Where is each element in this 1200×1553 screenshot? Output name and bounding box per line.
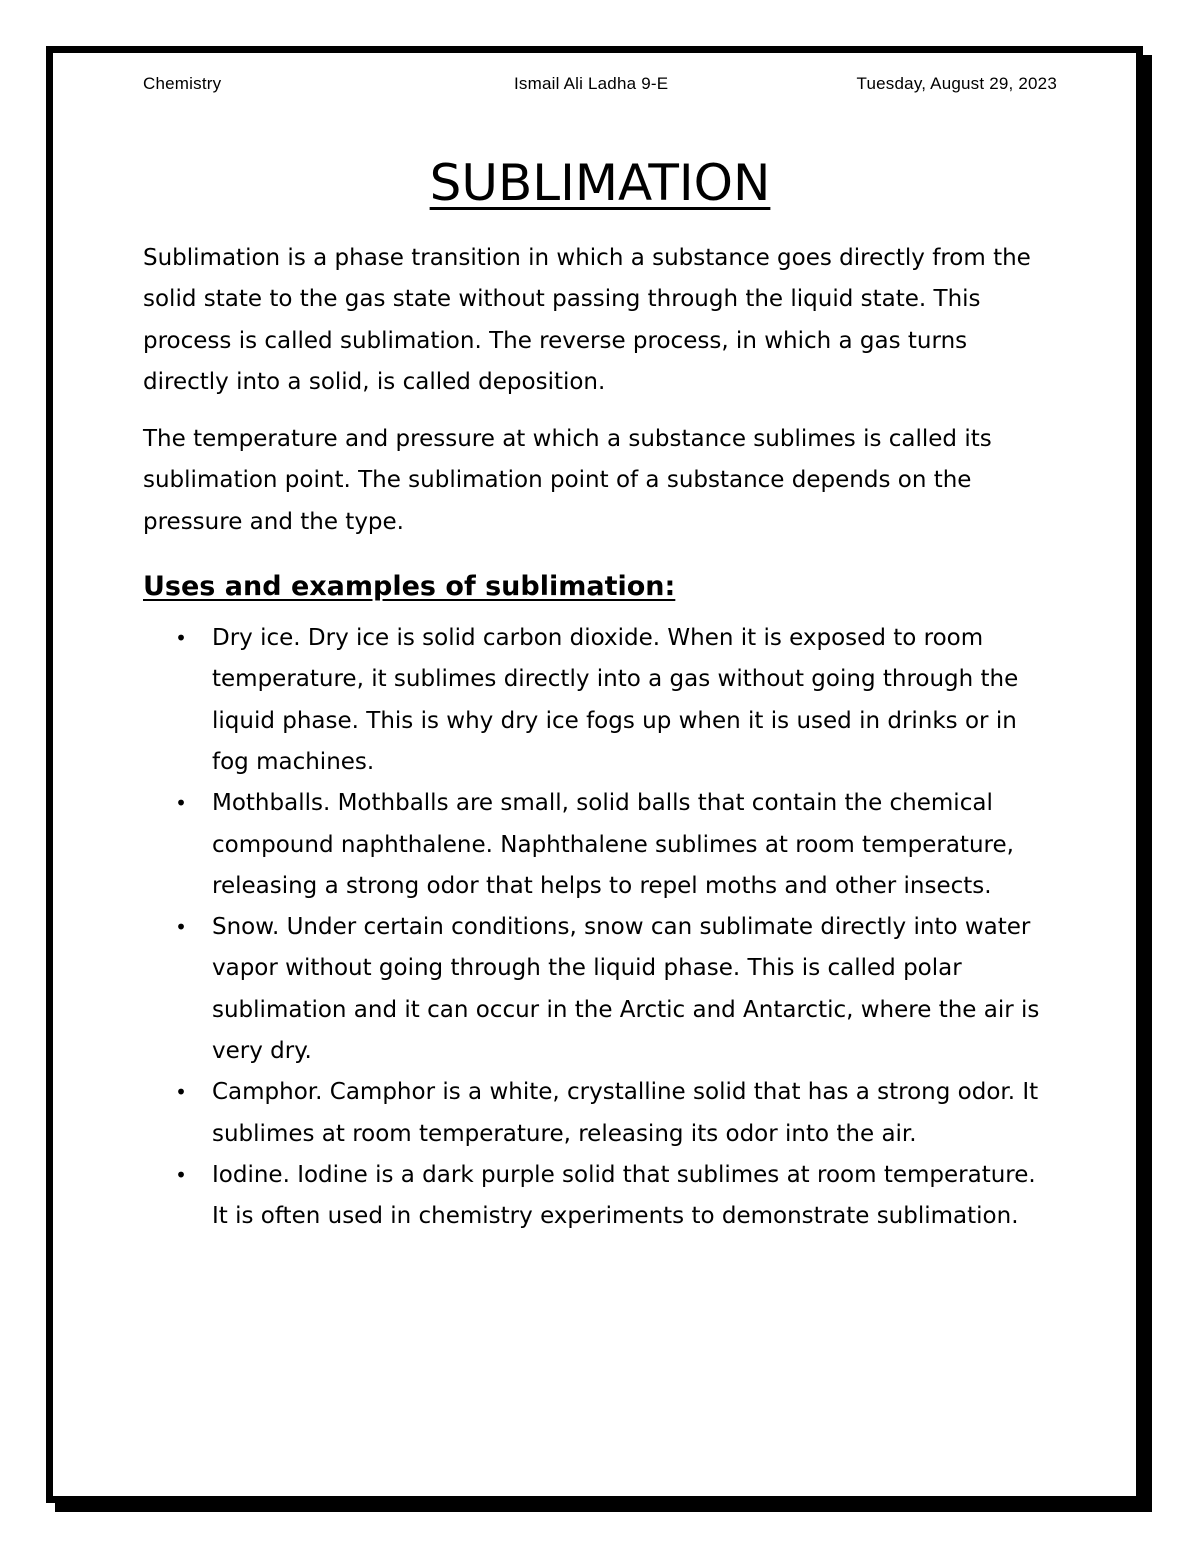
list-item [175, 783, 1053, 907]
bullet-icon: • [175, 626, 187, 651]
list-item [175, 907, 1053, 1072]
bullet-icon: • [175, 1162, 187, 1187]
document-header [143, 74, 1057, 98]
header-author: Ismail Ali Ladha 9-E [514, 74, 669, 93]
document-body [143, 238, 1053, 1238]
intro-paragraph: Sublimation is a phase transition in which a substance goes directly from the solid state to the gas state without passing through the liquid state. This process is called sublimation. The reverse process, in which a gas turns directly into a solid, is called deposition. [143, 245, 1031, 395]
bullet-icon: • [175, 791, 187, 816]
section-heading: Uses and examples of sublimation: [143, 571, 676, 603]
header-date: Tuesday, August 29, 2023 [856, 74, 1057, 93]
list-item-text: Dry ice. Dry ice is solid carbon dioxide. When it is exposed to room temperature, it sublimes directly into a gas without going through the liquid phase. This is why dry ice fogs up when it is used in drinks or in fog machines. [212, 625, 1019, 775]
bullet-icon: • [175, 1080, 187, 1105]
list-item [175, 618, 1053, 783]
header-subject: Chemistry [143, 74, 222, 93]
list-item-text: Iodine. Iodine is a dark purple solid that sublimes at room temperature. It is often used in chemistry experiments to demonstrate sublimation. [212, 1161, 1036, 1230]
list-item [175, 1072, 1053, 1155]
page-title: SUBLIMATION [429, 154, 771, 212]
uses-list [143, 618, 1053, 1237]
bullet-icon: • [175, 915, 187, 940]
list-item-text: Snow. Under certain conditions, snow can sublimate directly into water vapor without going through the liquid phase. This is called polar sublimation and it can occur in the Arctic and Antarctic, where the air is very dry. [212, 914, 1040, 1065]
list-item [175, 1155, 1053, 1238]
sublimation-point-paragraph: The temperature and pressure at which a substance sublimes is called its sublimation point. The sublimation point of a substance depends on the pressure and the type. [143, 426, 992, 535]
list-item-text: Mothballs. Mothballs are small, solid balls that contain the chemical compound naphthalene. Naphthalene sublimes at room temperature, releasing a strong odor that helps to repel moths and other insects. [212, 790, 1014, 899]
list-item-text: Camphor. Camphor is a white, crystalline solid that has a strong odor. It sublimes at room temperature, releasing its odor into the air. [212, 1079, 1039, 1147]
